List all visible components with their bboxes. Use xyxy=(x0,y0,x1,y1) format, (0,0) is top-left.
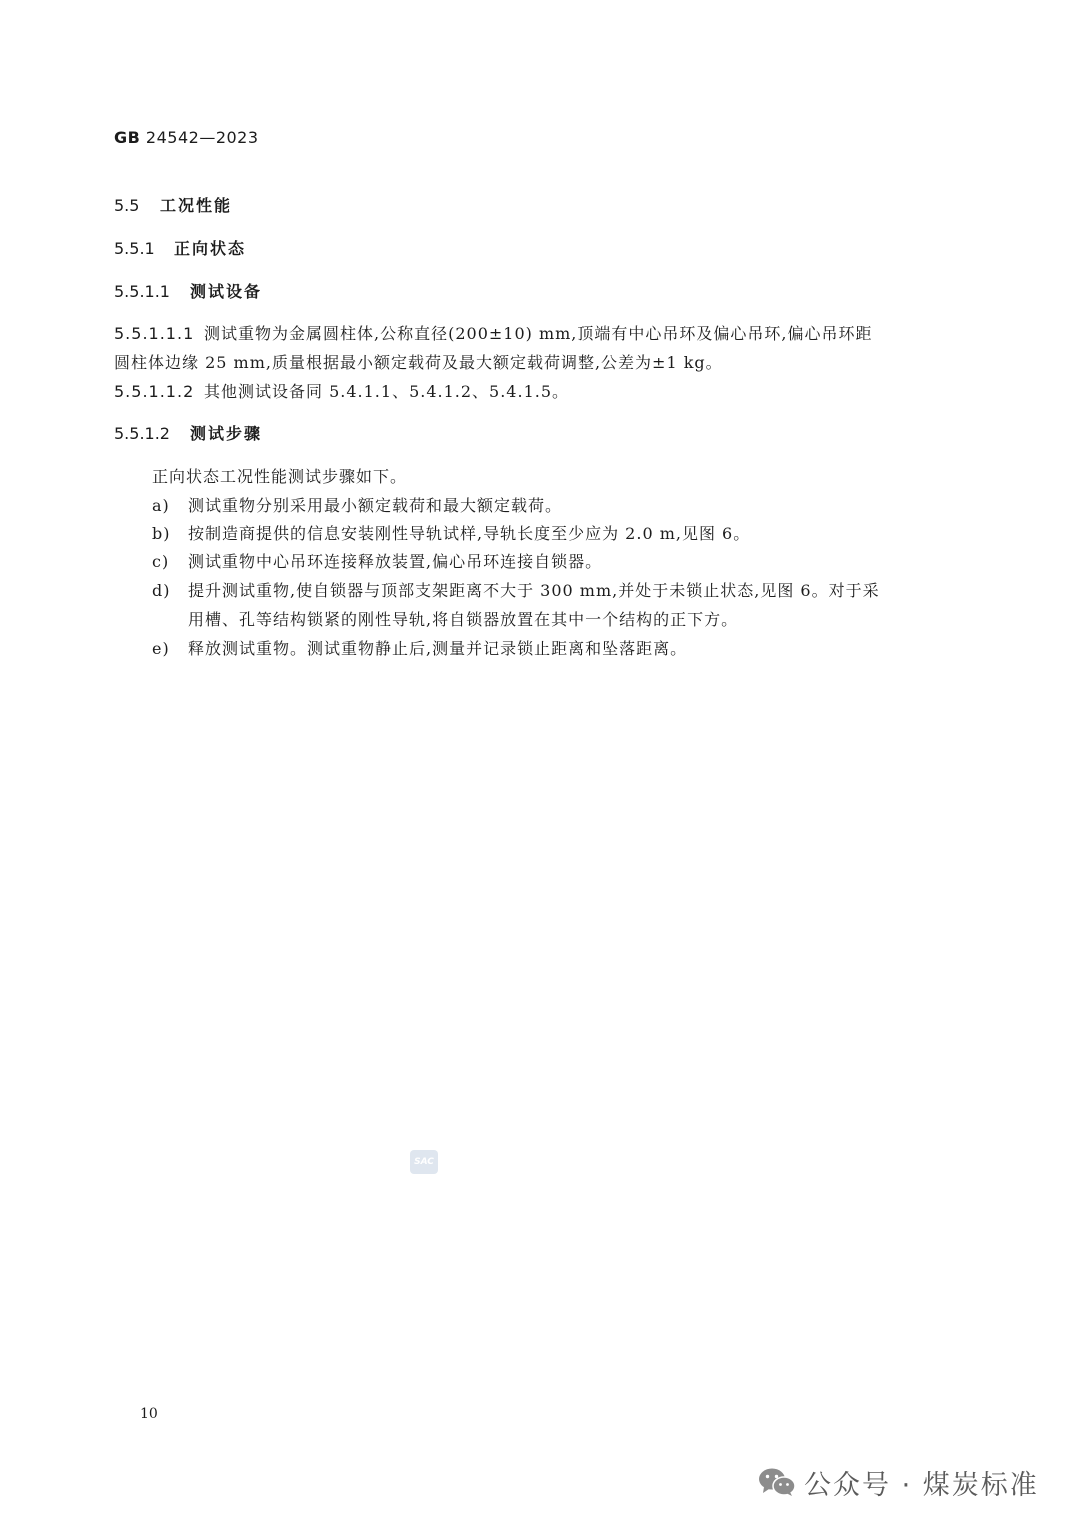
list-label: a) xyxy=(152,496,170,515)
heading-title: 测试设备 xyxy=(190,282,263,301)
heading-5-5-1-1 xyxy=(114,279,262,302)
list-item-c xyxy=(152,549,602,572)
clause-text-line2: 圆柱体边缘 25 mm,质量根据最小额定载荷及最大额定载荷调整,公差为±1 kg。 xyxy=(114,353,723,372)
list-item-a xyxy=(152,493,562,516)
heading-5-5-1-2 xyxy=(114,421,262,444)
heading-title: 正向状态 xyxy=(174,239,247,258)
watermark xyxy=(758,1462,1039,1502)
standard-code: 24542—2023 xyxy=(145,128,259,147)
list-label: c) xyxy=(152,552,170,571)
heading-title: 测试步骤 xyxy=(190,424,263,443)
heading-5-5-1 xyxy=(114,236,246,259)
clause-number: 5.5.1.1.1 xyxy=(114,324,195,343)
list-label: d) xyxy=(152,581,171,600)
list-label: e) xyxy=(152,639,170,658)
clause-text: 其他测试设备同 5.4.1.1、5.4.1.2、5.4.1.5。 xyxy=(204,382,570,401)
heading-title: 工况性能 xyxy=(160,196,233,215)
list-label: b) xyxy=(152,524,171,543)
list-text: 测试重物分别采用最小额定载荷和最大额定载荷。 xyxy=(188,496,563,515)
steps-intro: 正向状态工况性能测试步骤如下。 xyxy=(152,467,408,486)
clause-number: 5.5.1.1.2 xyxy=(114,382,195,401)
list-item-e xyxy=(152,636,687,659)
watermark-text: 公众号 · 煤炭标准 xyxy=(804,1469,1039,1501)
clause-5-5-1-1-2 xyxy=(114,379,569,402)
standard-prefix: GB xyxy=(114,128,141,147)
heading-number: 5.5.1.2 xyxy=(114,424,170,443)
list-item-d xyxy=(152,578,880,601)
heading-5-5 xyxy=(114,193,232,216)
standard-number xyxy=(114,128,259,147)
list-text: 测试重物中心吊环连接释放装置,偏心吊环连接自锁器。 xyxy=(188,552,603,571)
list-text-line1: 提升测试重物,使自锁器与顶部支架距离不大于 300 mm,并处于未锁止状态,见图 6。对于采 xyxy=(188,581,880,600)
sac-logo: SAC xyxy=(410,1150,438,1174)
clause-5-5-1-1-1 xyxy=(114,321,872,344)
list-text: 释放测试重物。测试重物静止后,测量并记录锁止距离和坠落距离。 xyxy=(188,639,688,658)
list-text: 按制造商提供的信息安装刚性导轨试样,导轨长度至少应为 2.0 m,见图 6。 xyxy=(188,524,751,543)
heading-number: 5.5.1 xyxy=(114,239,155,258)
heading-number: 5.5.1.1 xyxy=(114,282,170,301)
clause-text-line1: 测试重物为金属圆柱体,公称直径(200±10) mm,顶端有中心吊环及偏心吊环,偏心吊环距 xyxy=(204,324,873,343)
heading-number: 5.5 xyxy=(114,196,140,215)
list-text-line2: 用槽、孔等结构锁紧的刚性导轨,将自锁器放置在其中一个结构的正下方。 xyxy=(188,610,739,629)
list-item-b xyxy=(152,521,750,544)
page-number: 10 xyxy=(140,1406,158,1422)
wechat-icon xyxy=(758,1467,796,1497)
